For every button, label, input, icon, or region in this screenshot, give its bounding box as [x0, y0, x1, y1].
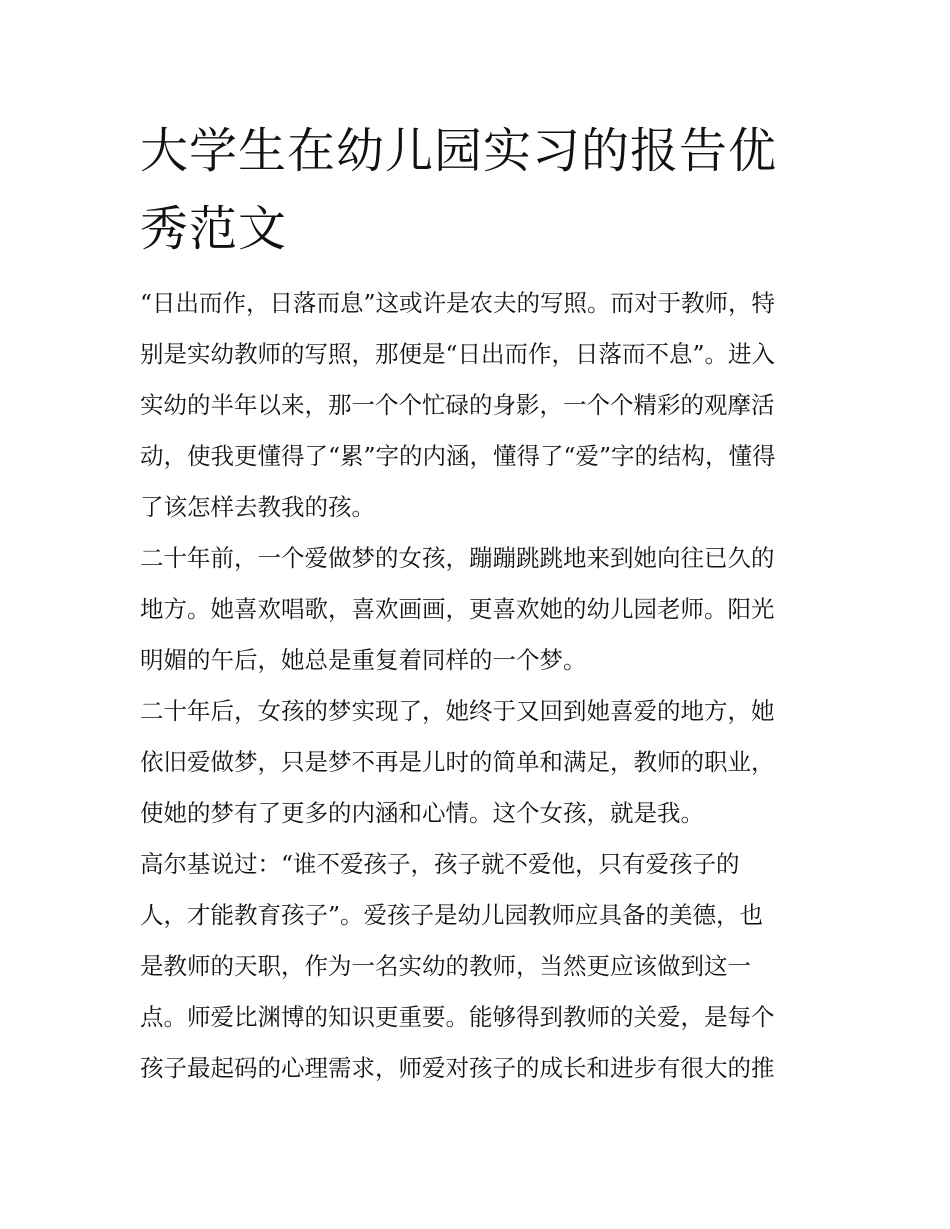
body-line: 高尔基说过：“谁不爱孩子，孩子就不爱他，只有爱孩子的	[140, 850, 740, 878]
body-line: 二十年后，女孩的梦实现了，她终于又回到她喜爱的地方，她	[140, 697, 775, 725]
body-line: “日出而作，日落而息”这或许是农夫的写照。而对于教师，特	[140, 289, 776, 317]
body-line: 人，才能教育孩子”。爱孩子是幼儿园教师应具备的美德，也	[140, 901, 764, 929]
body-line: 地方。她喜欢唱歌，喜欢画画，更喜欢她的幼儿园老师。阳光	[140, 595, 775, 623]
document-title	[140, 112, 820, 268]
body-line: 孩子最起码的心理需求，师爱对孩子的成长和进步有很大的推	[140, 1054, 775, 1082]
body-line: 依旧爱做梦，只是梦不再是儿时的简单和满足，教师的职业，	[140, 748, 775, 776]
body-line: 点。师爱比渊博的知识更重要。能够得到教师的关爱，是每个	[140, 1003, 775, 1031]
body-line: 别是实幼教师的写照，那便是“日出而作，日落而不息”。进入	[140, 340, 776, 368]
body-line: 二十年前，一个爱做梦的女孩，蹦蹦跳跳地来到她向往已久的	[140, 544, 775, 572]
body-line: 明媚的午后，她总是重复着同样的一个梦。	[140, 646, 587, 674]
body-line: 动，使我更懂得了“累”字的内涵，懂得了“爱”字的结构，懂得	[140, 442, 776, 470]
body-line: 使她的梦有了更多的内涵和心情。这个女孩，就是我。	[140, 799, 704, 827]
body-line: 是教师的天职，作为一名实幼的教师，当然更应该做到这一	[140, 952, 751, 980]
body-line: 了该怎样去教我的孩。	[140, 493, 375, 521]
body-line: 实幼的半年以来，那一个个忙碌的身影，一个个精彩的观摩活	[140, 391, 775, 419]
title-line: 大学生在幼儿园实习的报告优	[140, 123, 778, 179]
title-line: 秀范文	[140, 201, 288, 257]
document-body	[140, 278, 820, 1094]
